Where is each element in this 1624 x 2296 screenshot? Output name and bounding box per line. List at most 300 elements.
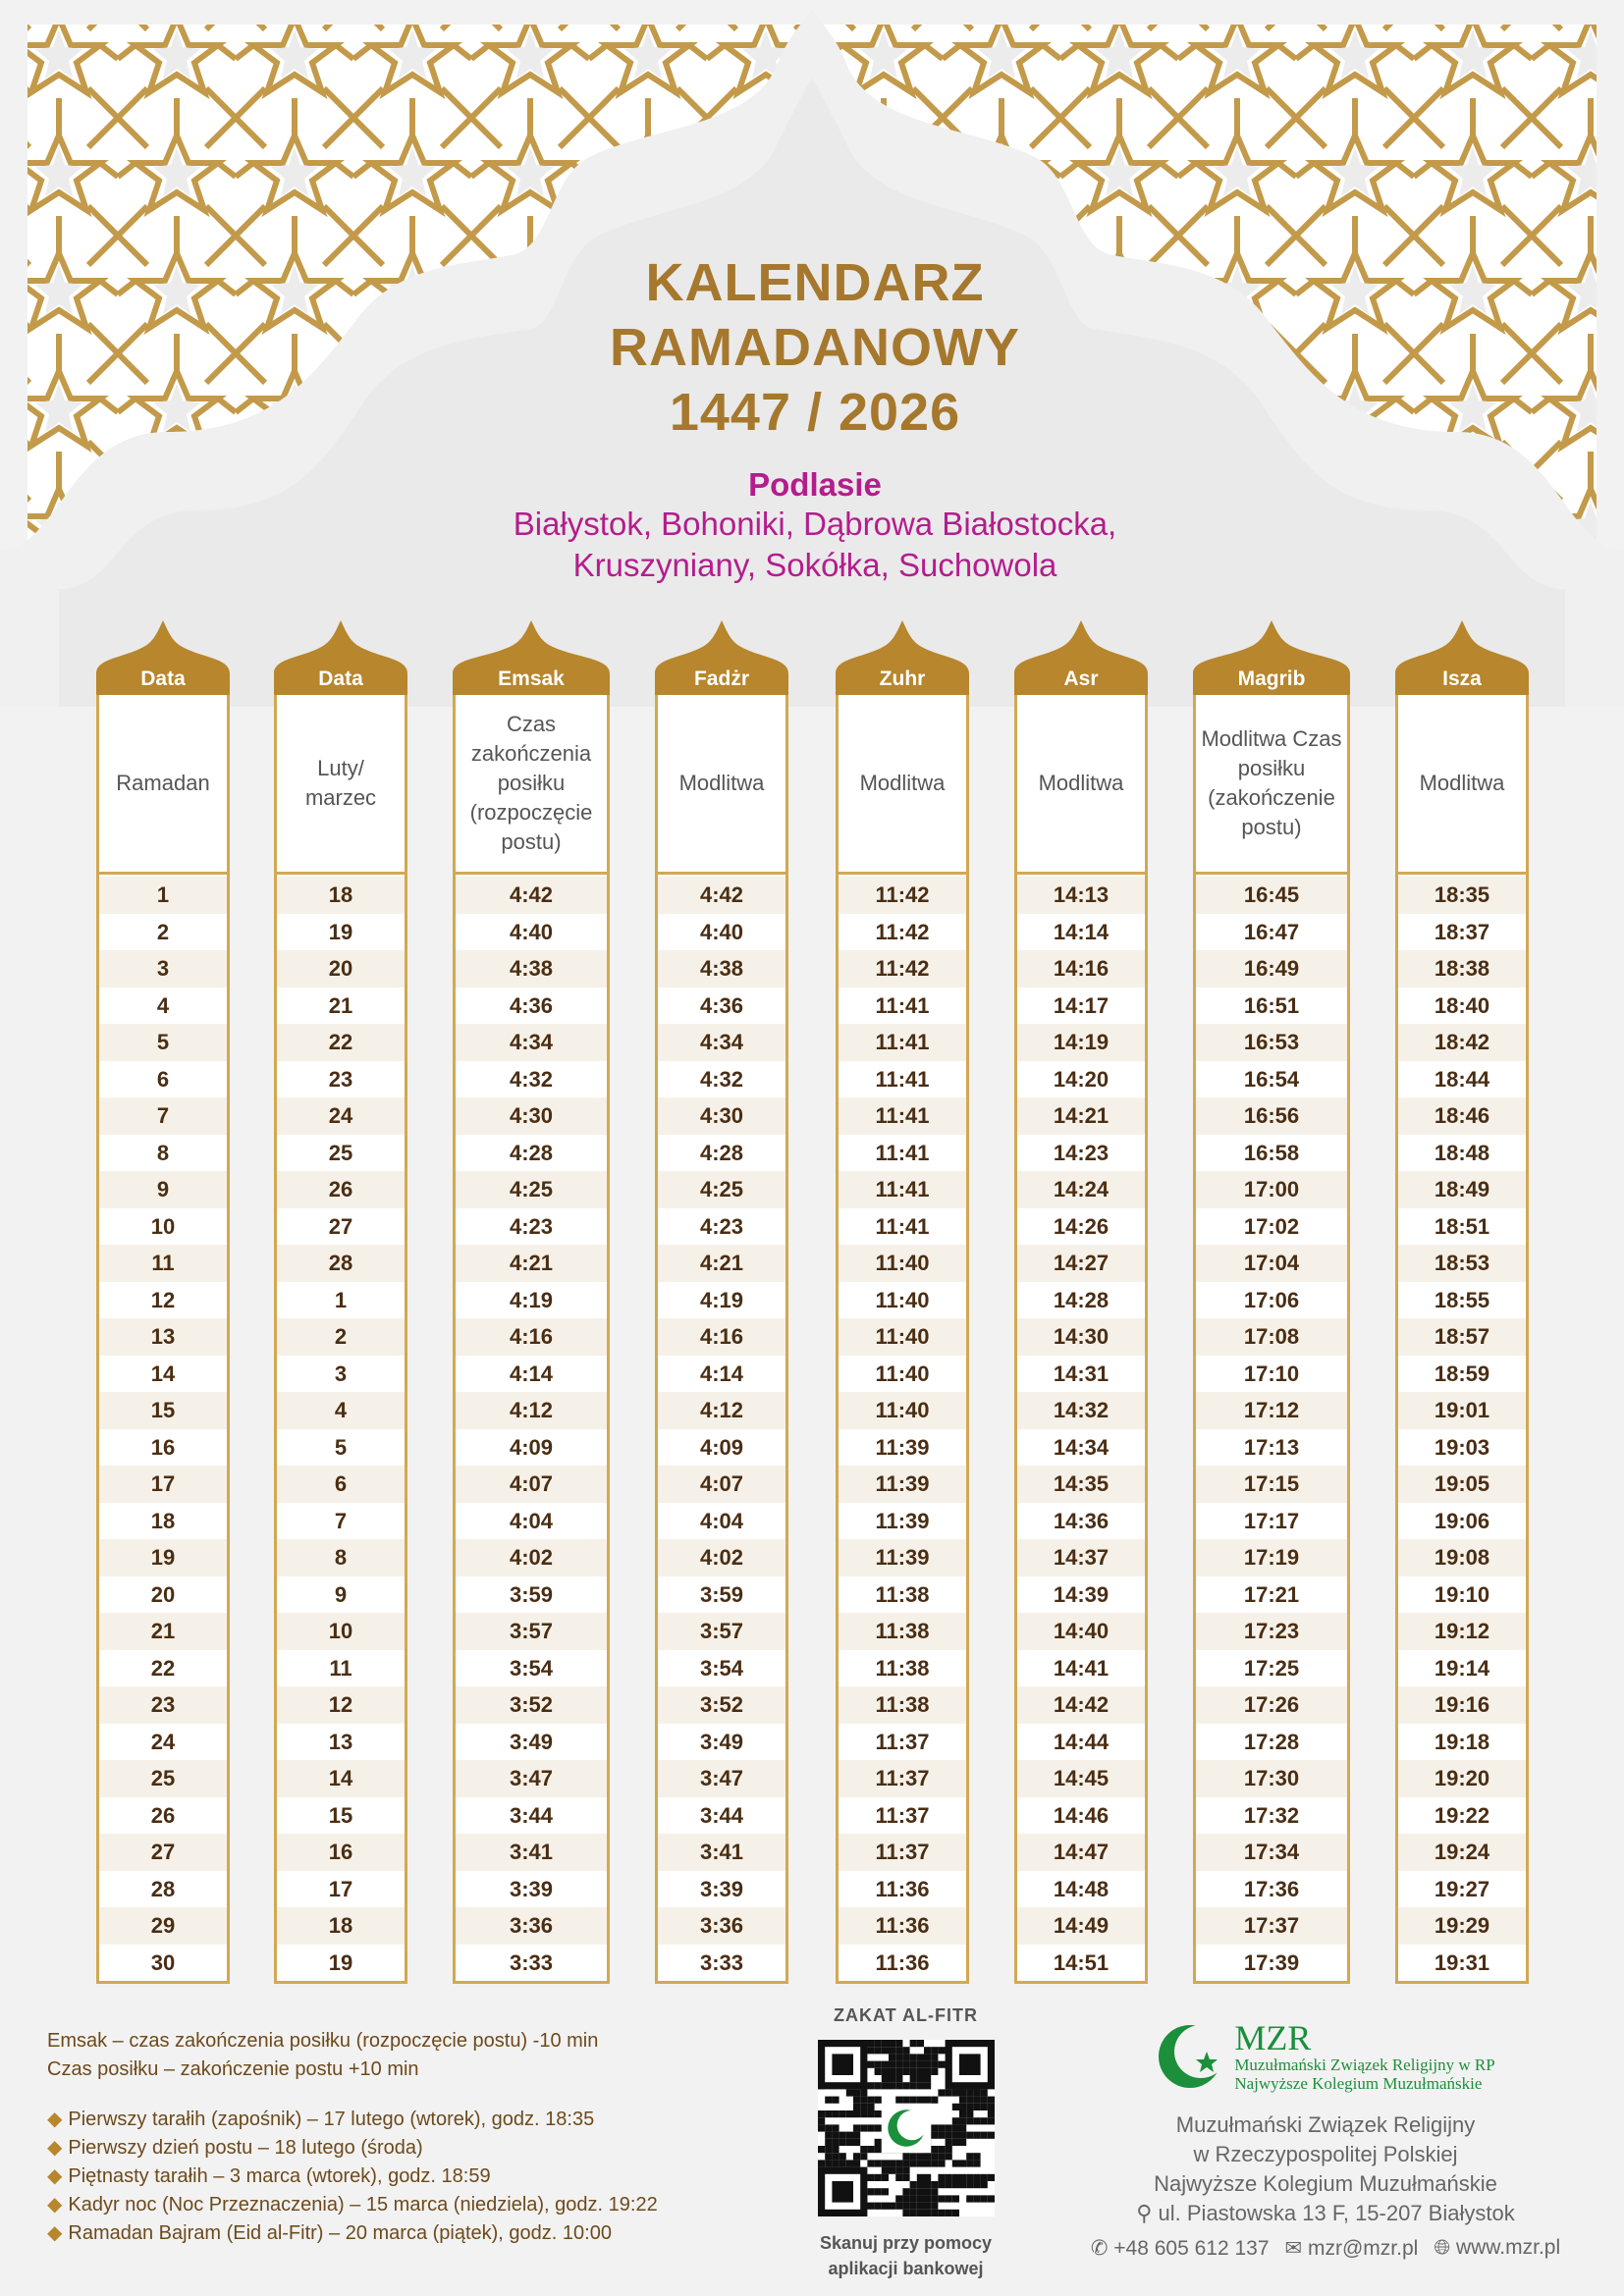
table-cell: 2 — [99, 914, 227, 951]
table-cell: 4:42 — [658, 877, 785, 914]
column-rows — [1398, 875, 1526, 1981]
envelope-icon: ✉ — [1284, 2237, 1303, 2260]
event-text: Piętnasty tarałih – 3 marca (wtorek), godz. 18:59 — [68, 2165, 491, 2187]
table-cell: 17:39 — [1196, 1945, 1347, 1982]
table-cell: 14:17 — [1017, 988, 1145, 1025]
table-cell: 17:00 — [1196, 1171, 1347, 1208]
table-cell: 17:37 — [1196, 1907, 1347, 1945]
table-cell: 3:36 — [658, 1907, 785, 1945]
title-block — [422, 250, 1208, 586]
table-cell: 18 — [99, 1503, 227, 1540]
table-cell: 4 — [99, 988, 227, 1025]
column-rows — [456, 875, 607, 1981]
table-cell: 17:10 — [1196, 1356, 1347, 1393]
table-cell: 11:38 — [839, 1576, 966, 1614]
table-cell: 24 — [277, 1097, 405, 1135]
table-cell: 16:56 — [1196, 1097, 1347, 1135]
column-body — [836, 695, 969, 1984]
table-cell: 4 — [277, 1392, 405, 1429]
table-cell: 4:09 — [456, 1429, 607, 1467]
page-title-year: 1447 / 2026 — [669, 383, 961, 442]
table-cell: 4:30 — [456, 1097, 607, 1135]
website-url: www.mzr.pl — [1455, 2236, 1561, 2259]
table-cell: 11:38 — [839, 1650, 966, 1687]
table-cell: 3:49 — [456, 1724, 607, 1761]
table-cell: 14:42 — [1017, 1686, 1145, 1724]
column-subheader: Modlitwa — [658, 695, 785, 875]
table-cell: 3:44 — [456, 1797, 607, 1835]
table-cell: 4:34 — [658, 1024, 785, 1061]
table-cell: 6 — [99, 1061, 227, 1098]
table-cell: 11:41 — [839, 1024, 966, 1061]
organization-block — [1060, 2020, 1591, 2261]
table-cell: 18:53 — [1398, 1245, 1526, 1282]
table-cell: 11:40 — [839, 1282, 966, 1319]
column-subheader: Modlitwa — [1017, 695, 1145, 875]
table-cell: 11:39 — [839, 1429, 966, 1467]
table-cell: 11:40 — [839, 1356, 966, 1393]
table-cell: 3:54 — [658, 1650, 785, 1687]
table-cell: 14:20 — [1017, 1061, 1145, 1098]
table-cell: 19:16 — [1398, 1686, 1526, 1724]
table-cell: 3:47 — [456, 1760, 607, 1797]
column-subheader: Modlitwa — [839, 695, 966, 875]
table-cell: 11:40 — [839, 1245, 966, 1282]
table-cell: 19:31 — [1398, 1945, 1526, 1982]
column-cap — [274, 620, 407, 695]
table-cell: 14:16 — [1017, 950, 1145, 988]
table-cell: 3:59 — [456, 1576, 607, 1614]
table-cell: 8 — [277, 1539, 405, 1576]
table-cell: 4:30 — [658, 1097, 785, 1135]
table-cell: 18:37 — [1398, 914, 1526, 951]
table-cell: 4:38 — [658, 950, 785, 988]
table-cell: 3:57 — [658, 1613, 785, 1650]
table-cell: 18:51 — [1398, 1208, 1526, 1246]
email-address: mzr@mzr.pl — [1308, 2237, 1419, 2260]
column-body — [655, 695, 788, 1984]
table-cell: 11:38 — [839, 1613, 966, 1650]
table-cell: 9 — [277, 1576, 405, 1614]
table-cell: 19:03 — [1398, 1429, 1526, 1467]
table-cell: 18:49 — [1398, 1171, 1526, 1208]
page-title-line-2: RAMADANOWY — [610, 318, 1020, 377]
table-cell: 14:45 — [1017, 1760, 1145, 1797]
table-cell: 4:36 — [658, 988, 785, 1025]
table-cell: 30 — [99, 1945, 227, 1982]
table-cell: 18:35 — [1398, 877, 1526, 914]
table-cell: 11:37 — [839, 1797, 966, 1835]
table-cell: 18:42 — [1398, 1024, 1526, 1061]
table-cell: 17:02 — [1196, 1208, 1347, 1246]
table-cell: 13 — [277, 1724, 405, 1761]
table-cell: 4:34 — [456, 1024, 607, 1061]
table-cell: 12 — [99, 1282, 227, 1319]
table-cell: 14:37 — [1017, 1539, 1145, 1576]
table-cell: 14:39 — [1017, 1576, 1145, 1614]
table-cell: 4:32 — [658, 1061, 785, 1098]
table-cell: 11 — [99, 1245, 227, 1282]
table-cell: 3:33 — [658, 1945, 785, 1982]
table-cell: 19:20 — [1398, 1760, 1526, 1797]
table-cell: 19:08 — [1398, 1539, 1526, 1576]
table-cell: 9 — [99, 1171, 227, 1208]
table-cell: 11:37 — [839, 1760, 966, 1797]
table-cell: 4:02 — [658, 1539, 785, 1576]
table-cell: 17:28 — [1196, 1724, 1347, 1761]
phone-icon: ✆ — [1090, 2237, 1109, 2260]
column-ramadan-day — [96, 620, 230, 1984]
org-name-line-2: w Rzeczypospolitej Polskiej — [1193, 2142, 1458, 2166]
column-subheader: Modlitwa — [1398, 695, 1526, 875]
table-cell: 23 — [99, 1686, 227, 1724]
table-cell: 18:40 — [1398, 988, 1526, 1025]
table-cell: 16 — [277, 1834, 405, 1871]
qr-code-icon[interactable] — [818, 2040, 995, 2216]
column-subheader: Czas zakończenia posiłku (rozpoczęcie postu) — [456, 695, 607, 875]
table-cell: 14:34 — [1017, 1429, 1145, 1467]
table-cell: 25 — [277, 1135, 405, 1172]
table-cell: 26 — [277, 1171, 405, 1208]
table-cell: 4:36 — [456, 988, 607, 1025]
column-fadzr — [655, 620, 788, 1984]
table-cell: 3:49 — [658, 1724, 785, 1761]
table-cell: 14:35 — [1017, 1466, 1145, 1503]
column-cap — [1395, 620, 1529, 695]
table-cell: 19:14 — [1398, 1650, 1526, 1687]
table-cell: 19:27 — [1398, 1871, 1526, 1908]
column-header: Magrib — [1237, 667, 1306, 690]
org-name-line-1: Muzułmański Związek Religijny — [1175, 2112, 1476, 2137]
contact-row — [1060, 2236, 1591, 2261]
table-cell: 11:41 — [839, 1061, 966, 1098]
table-cell: 11:42 — [839, 950, 966, 988]
table-cell: 16:47 — [1196, 914, 1347, 951]
column-body — [96, 695, 230, 1984]
column-subheader: Luty/ marzec — [277, 695, 405, 875]
column-rows — [839, 875, 966, 1981]
column-header: Fadżr — [693, 667, 749, 690]
table-cell: 29 — [99, 1907, 227, 1945]
table-cell: 11:39 — [839, 1539, 966, 1576]
cities-line-1: Białystok, Bohoniki, Dąbrowa Białostocka, — [513, 506, 1117, 542]
table-cell: 19 — [277, 914, 405, 951]
column-subheader: Ramadan — [99, 695, 227, 875]
event-item — [47, 2219, 793, 2248]
qr-caption — [810, 2230, 1001, 2281]
table-cell: 17:26 — [1196, 1686, 1347, 1724]
table-cell: 18:48 — [1398, 1135, 1526, 1172]
column-cap — [96, 620, 230, 695]
table-cell: 14:48 — [1017, 1871, 1145, 1908]
diamond-bullet-icon: ◆ — [47, 2165, 63, 2187]
table-cell: 16:54 — [1196, 1061, 1347, 1098]
column-rows — [277, 875, 405, 1981]
globe-icon: 🌐︎ — [1434, 2236, 1451, 2259]
table-cell: 19:06 — [1398, 1503, 1526, 1540]
table-cell: 4:04 — [658, 1503, 785, 1540]
table-cell: 11:42 — [839, 914, 966, 951]
table-cell: 4:16 — [456, 1318, 607, 1356]
table-cell: 14:44 — [1017, 1724, 1145, 1761]
table-cell: 2 — [277, 1318, 405, 1356]
table-cell: 11:41 — [839, 1171, 966, 1208]
column-gregorian-date — [274, 620, 407, 1984]
table-cell: 17 — [99, 1466, 227, 1503]
table-cell: 17:19 — [1196, 1539, 1347, 1576]
table-cell: 17:15 — [1196, 1466, 1347, 1503]
table-cell: 13 — [99, 1318, 227, 1356]
table-cell: 18:55 — [1398, 1282, 1526, 1319]
table-cell: 14:32 — [1017, 1392, 1145, 1429]
table-cell: 4:38 — [456, 950, 607, 988]
definition-emsak: Emsak – czas zakończenia posiłku (rozpoczęcie postu) -10 min — [47, 2030, 599, 2052]
email-item[interactable] — [1285, 2236, 1419, 2261]
table-cell: 1 — [99, 877, 227, 914]
table-cell: 16:58 — [1196, 1135, 1347, 1172]
table-cell: 10 — [277, 1613, 405, 1650]
table-cell: 11:37 — [839, 1724, 966, 1761]
table-cell: 4:28 — [456, 1135, 607, 1172]
table-cell: 18:38 — [1398, 950, 1526, 988]
event-text: Pierwszy tarałih (zapośnik) – 17 lutego (wtorek), godz. 18:35 — [68, 2109, 595, 2130]
table-cell: 22 — [277, 1024, 405, 1061]
table-cell: 23 — [277, 1061, 405, 1098]
table-cell: 11:41 — [839, 1097, 966, 1135]
table-cell: 27 — [99, 1834, 227, 1871]
table-cell: 14:14 — [1017, 914, 1145, 951]
column-rows — [1196, 875, 1347, 1981]
table-cell: 19:01 — [1398, 1392, 1526, 1429]
column-cap — [1193, 620, 1350, 695]
table-cell: 4:25 — [658, 1171, 785, 1208]
table-cell: 18:44 — [1398, 1061, 1526, 1098]
table-cell: 11:41 — [839, 988, 966, 1025]
table-cell: 11:39 — [839, 1503, 966, 1540]
table-cell: 3:54 — [456, 1650, 607, 1687]
table-cell: 14:30 — [1017, 1318, 1145, 1356]
table-cell: 17:06 — [1196, 1282, 1347, 1319]
table-cell: 4:12 — [456, 1392, 607, 1429]
table-cell: 17:23 — [1196, 1613, 1347, 1650]
table-cell: 19:05 — [1398, 1466, 1526, 1503]
table-cell: 14:13 — [1017, 877, 1145, 914]
event-item — [47, 2163, 793, 2191]
table-cell: 14:41 — [1017, 1650, 1145, 1687]
table-cell: 20 — [99, 1576, 227, 1614]
table-cell: 11:39 — [839, 1466, 966, 1503]
column-isza — [1395, 620, 1529, 1984]
table-cell: 18:46 — [1398, 1097, 1526, 1135]
table-cell: 14:51 — [1017, 1945, 1145, 1982]
table-cell: 19:29 — [1398, 1907, 1526, 1945]
column-emsak — [453, 620, 610, 1984]
column-header: Asr — [1063, 667, 1099, 690]
table-cell: 14:19 — [1017, 1024, 1145, 1061]
table-cell: 19:12 — [1398, 1613, 1526, 1650]
table-cell: 4:32 — [456, 1061, 607, 1098]
zakat-qr-block — [810, 2005, 1001, 2281]
table-cell: 17:34 — [1196, 1834, 1347, 1871]
table-cell: 16:45 — [1196, 877, 1347, 914]
table-cell: 17:25 — [1196, 1650, 1347, 1687]
website-item[interactable] — [1434, 2236, 1560, 2261]
table-cell: 11:36 — [839, 1945, 966, 1982]
table-cell: 11:41 — [839, 1135, 966, 1172]
table-cell: 11:38 — [839, 1686, 966, 1724]
table-cell: 17:12 — [1196, 1392, 1347, 1429]
table-cell: 14:28 — [1017, 1282, 1145, 1319]
table-cell: 3:41 — [456, 1834, 607, 1871]
table-cell: 3:59 — [658, 1576, 785, 1614]
column-rows — [99, 875, 227, 1981]
diamond-bullet-icon: ◆ — [47, 2222, 63, 2244]
table-cell: 3:44 — [658, 1797, 785, 1835]
table-cell: 16:49 — [1196, 950, 1347, 988]
phone-number: +48 605 612 137 — [1113, 2237, 1270, 2260]
table-cell: 4:04 — [456, 1503, 607, 1540]
table-cell: 19:18 — [1398, 1724, 1526, 1761]
table-cell: 4:40 — [658, 914, 785, 951]
column-header: Emsak — [498, 667, 565, 690]
table-cell: 7 — [277, 1503, 405, 1540]
table-cell: 18 — [277, 1907, 405, 1945]
table-cell: 3:57 — [456, 1613, 607, 1650]
column-header: Data — [140, 667, 186, 690]
column-body — [274, 695, 407, 1984]
table-cell: 14:31 — [1017, 1356, 1145, 1393]
table-cell: 3:36 — [456, 1907, 607, 1945]
table-cell: 28 — [99, 1871, 227, 1908]
crescent-star-icon — [1156, 2022, 1224, 2091]
table-cell: 17:21 — [1196, 1576, 1347, 1614]
logo-line-1: Muzułmański Związek Religijny w RP — [1234, 2056, 1495, 2074]
table-cell: 5 — [277, 1429, 405, 1467]
table-cell: 4:42 — [456, 877, 607, 914]
table-cell: 15 — [99, 1392, 227, 1429]
table-cell: 17 — [277, 1871, 405, 1908]
table-cell: 14:49 — [1017, 1907, 1145, 1945]
table-cell: 4:02 — [456, 1539, 607, 1576]
column-header: Data — [318, 667, 363, 690]
table-cell: 5 — [99, 1024, 227, 1061]
table-cell: 4:14 — [658, 1356, 785, 1393]
table-cell: 26 — [99, 1797, 227, 1835]
table-cell: 16:51 — [1196, 988, 1347, 1025]
table-cell: 17:32 — [1196, 1797, 1347, 1835]
table-cell: 17:36 — [1196, 1871, 1347, 1908]
table-cell: 11:37 — [839, 1834, 966, 1871]
table-cell: 4:25 — [456, 1171, 607, 1208]
table-cell: 14:26 — [1017, 1208, 1145, 1246]
table-cell: 14:24 — [1017, 1171, 1145, 1208]
table-cell: 18:59 — [1398, 1356, 1526, 1393]
table-cell: 19 — [99, 1539, 227, 1576]
column-cap — [1014, 620, 1148, 695]
table-cell: 7 — [99, 1097, 227, 1135]
table-cell: 10 — [99, 1208, 227, 1246]
column-magrib — [1193, 620, 1350, 1984]
logo-abbr: MZR — [1234, 2018, 1312, 2057]
table-cell: 3:33 — [456, 1945, 607, 1982]
table-cell: 3:39 — [658, 1871, 785, 1908]
table-cell: 14:40 — [1017, 1613, 1145, 1650]
table-cell: 21 — [99, 1613, 227, 1650]
table-cell: 11:42 — [839, 877, 966, 914]
org-name-line-3: Najwyższe Kolegium Muzułmańskie — [1154, 2171, 1497, 2196]
column-rows — [658, 875, 785, 1981]
table-cell: 4:21 — [456, 1245, 607, 1282]
table-cell: 14:36 — [1017, 1503, 1145, 1540]
column-header: Zuhr — [879, 667, 926, 690]
table-cell: 18 — [277, 877, 405, 914]
column-body — [1193, 695, 1350, 1984]
table-cell: 3:52 — [456, 1686, 607, 1724]
qr-caption-line-1: Skanuj przy pomocy — [819, 2233, 993, 2253]
column-cap — [453, 620, 610, 695]
column-cap — [836, 620, 969, 695]
table-cell: 17:08 — [1196, 1318, 1347, 1356]
table-cell: 4:09 — [658, 1429, 785, 1467]
table-cell: 16:53 — [1196, 1024, 1347, 1061]
table-cell: 14:23 — [1017, 1135, 1145, 1172]
table-cell: 4:21 — [658, 1245, 785, 1282]
column-body — [1014, 695, 1148, 1984]
region-name: Podlasie — [748, 466, 882, 503]
table-cell: 3:52 — [658, 1686, 785, 1724]
event-item — [47, 2191, 793, 2219]
table-cell: 4:07 — [658, 1466, 785, 1503]
table-cell: 17:04 — [1196, 1245, 1347, 1282]
table-cell: 4:07 — [456, 1466, 607, 1503]
table-cell: 14 — [99, 1356, 227, 1393]
column-asr — [1014, 620, 1148, 1984]
cities-line-2: Kruszyniany, Sokółka, Suchowola — [572, 547, 1057, 583]
table-cell: 4:16 — [658, 1318, 785, 1356]
table-cell: 20 — [277, 950, 405, 988]
table-cell: 14:46 — [1017, 1797, 1145, 1835]
table-cell: 11:40 — [839, 1318, 966, 1356]
logo-line-2: Najwyższe Kolegium Muzułmańskie — [1234, 2074, 1483, 2093]
table-cell: 11:36 — [839, 1871, 966, 1908]
event-text: Ramadan Bajram (Eid al-Fitr) – 20 marca (piątek), godz. 10:00 — [68, 2222, 612, 2244]
table-cell: 11:40 — [839, 1392, 966, 1429]
event-text: Pierwszy dzień postu – 18 lutego (środa) — [68, 2137, 423, 2159]
column-header: Isza — [1442, 667, 1482, 690]
table-cell: 19 — [277, 1945, 405, 1982]
table-cell: 11:36 — [839, 1907, 966, 1945]
address-line — [1060, 2199, 1591, 2228]
table-cell: 14:27 — [1017, 1245, 1145, 1282]
table-cell: 3 — [99, 950, 227, 988]
column-body — [453, 695, 610, 1984]
column-body — [1395, 695, 1529, 1984]
diamond-bullet-icon: ◆ — [47, 2137, 63, 2159]
table-cell: 12 — [277, 1686, 405, 1724]
table-cell: 18:57 — [1398, 1318, 1526, 1356]
table-cell: 19:10 — [1398, 1576, 1526, 1614]
table-cell: 4:19 — [658, 1282, 785, 1319]
table-cell: 11 — [277, 1650, 405, 1687]
mzr-logo — [1060, 2020, 1591, 2093]
table-cell: 1 — [277, 1282, 405, 1319]
table-cell: 4:19 — [456, 1282, 607, 1319]
table-cell: 3:47 — [658, 1760, 785, 1797]
address: ul. Piastowska 13 F, 15-207 Białystok — [1158, 2201, 1515, 2225]
phone-item[interactable] — [1091, 2236, 1270, 2261]
table-cell: 28 — [277, 1245, 405, 1282]
table-cell: 4:28 — [658, 1135, 785, 1172]
